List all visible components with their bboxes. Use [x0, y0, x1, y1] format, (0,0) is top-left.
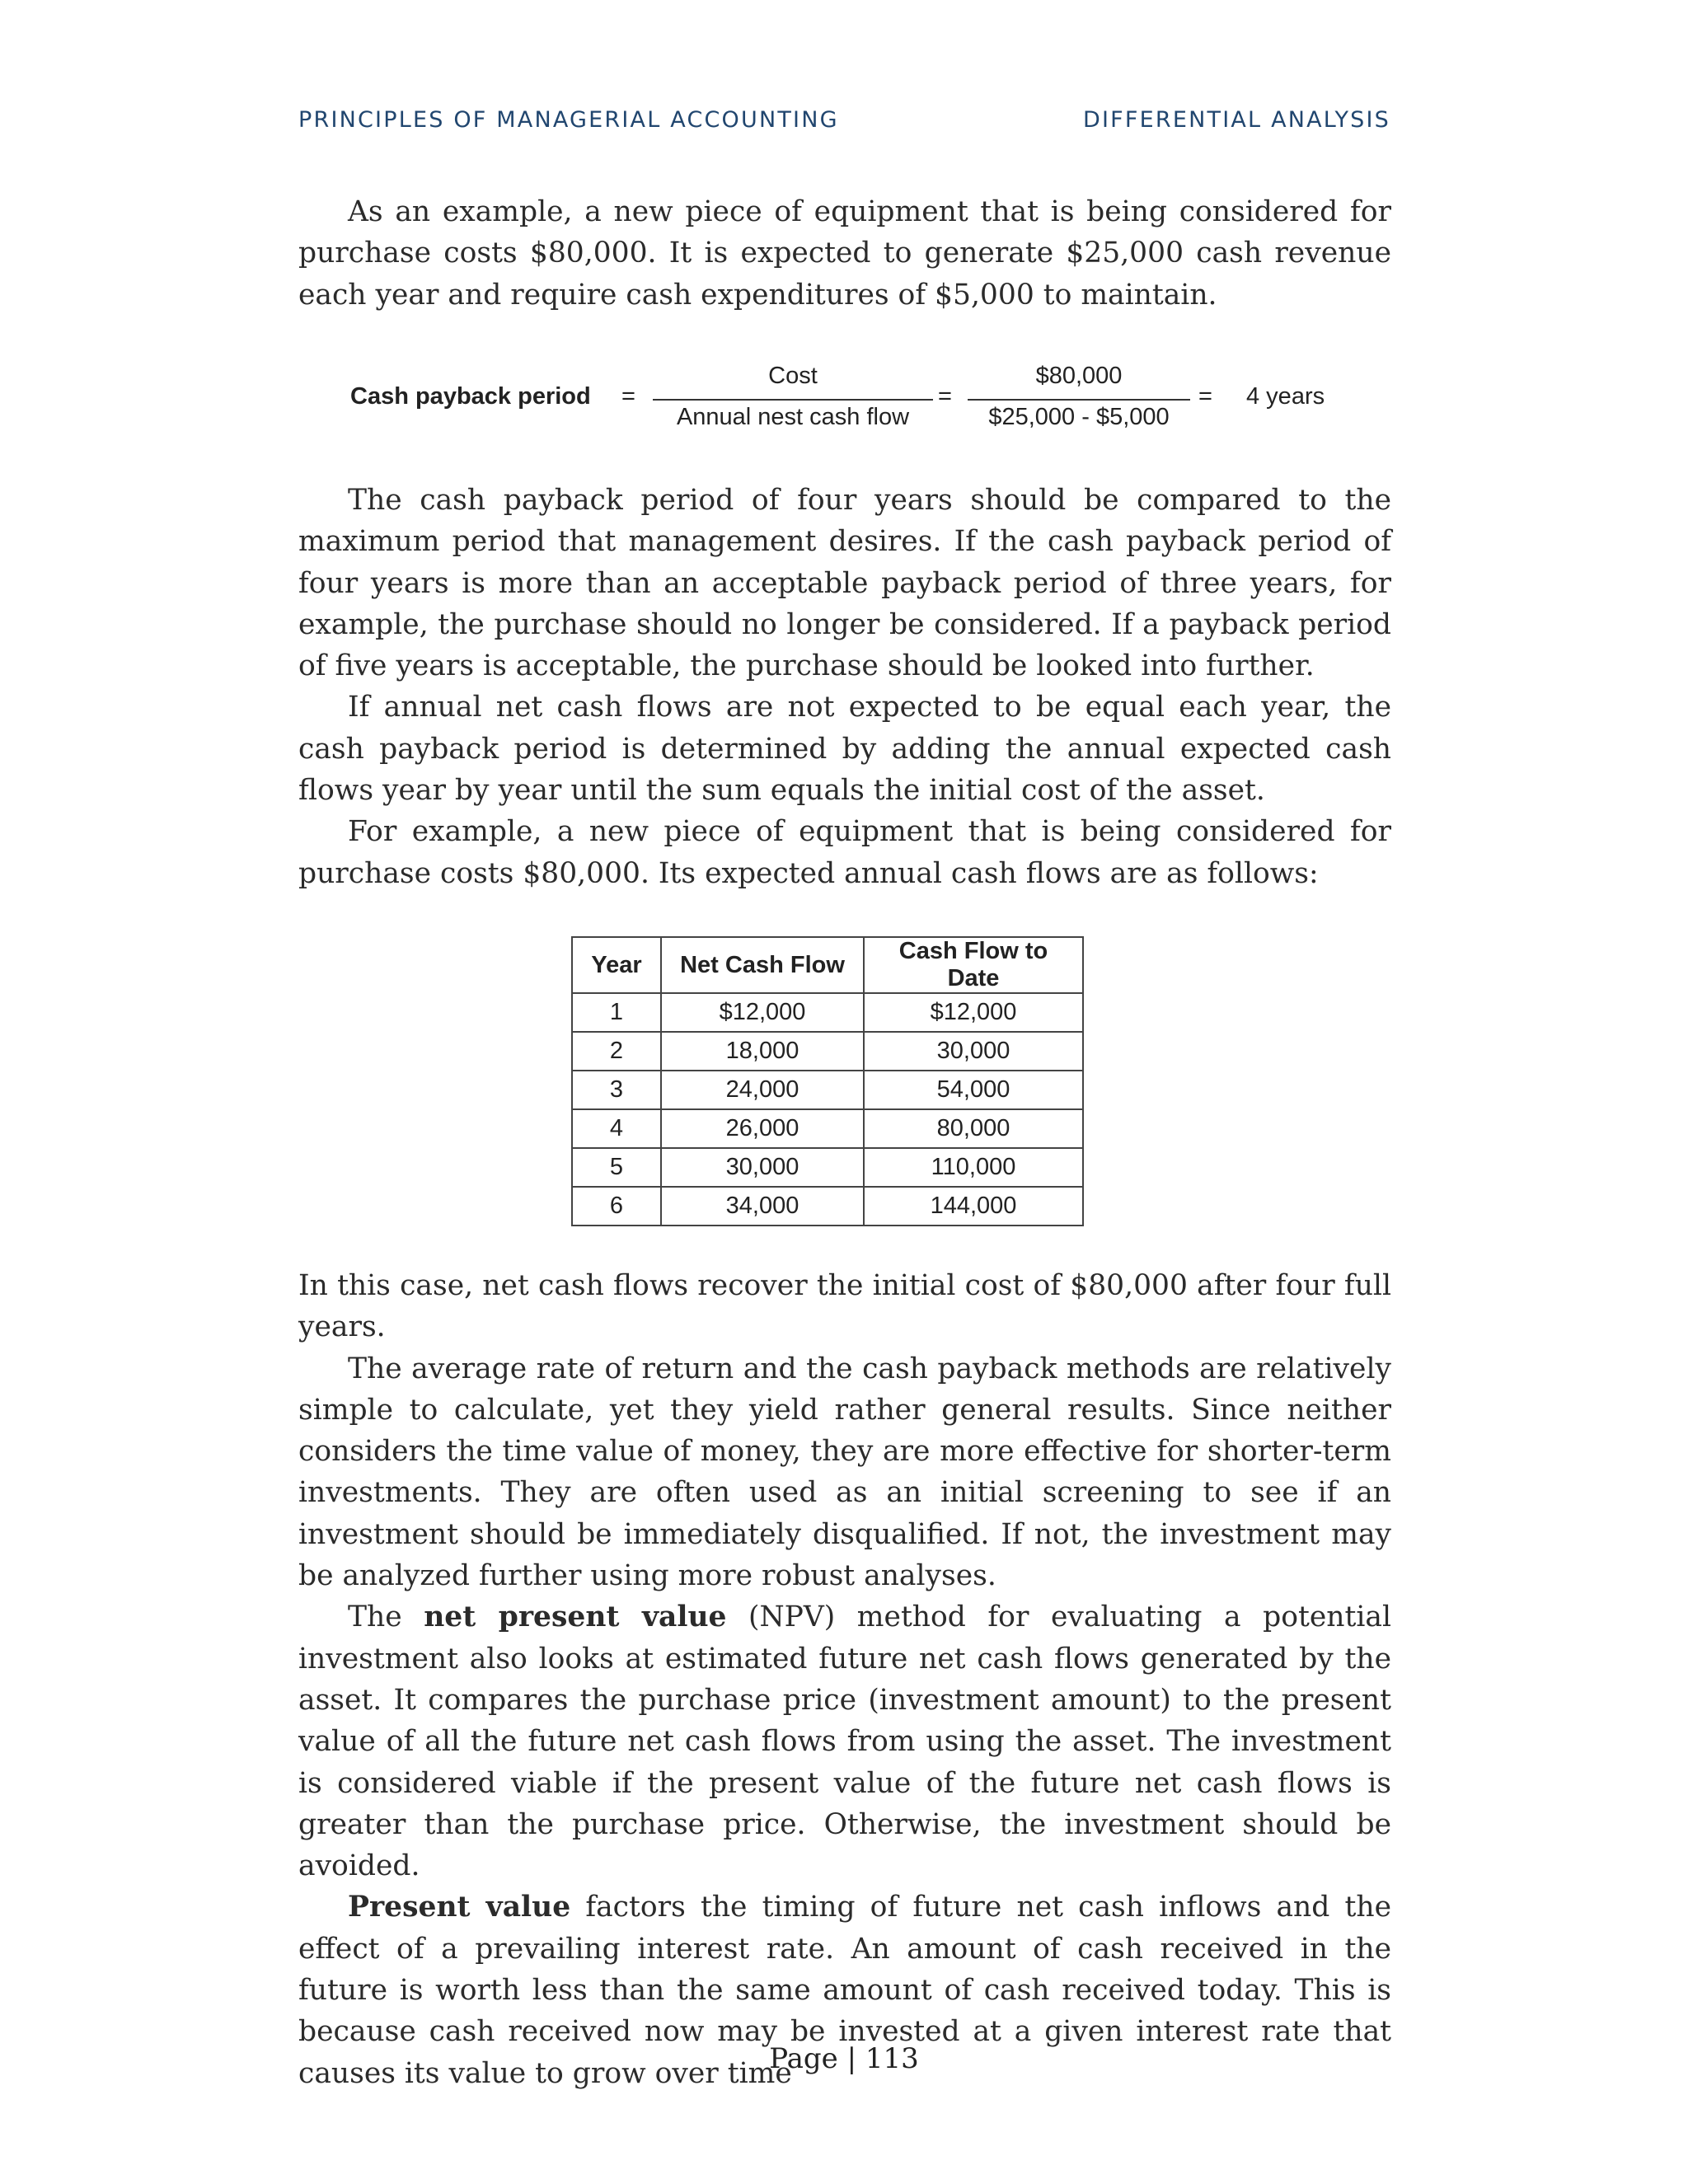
- running-head-left: PRINCIPLES OF MANAGERIAL ACCOUNTING: [298, 107, 839, 133]
- paragraph: [298, 1596, 1391, 1886]
- paragraph: The average rate of return and the cash payback methods are relatively simple to calculate, yet they yield rather general results. Since neither considers the time value of money, they are more effective for shorter-term investments. They are often used as an initial screening to see if an investment should be immediately disqualified. If not, the investment may be analyzed further using more robust analyses.: [298, 1352, 1391, 1593]
- column-header-year: Year: [572, 937, 661, 993]
- cell-year: 2: [572, 1032, 661, 1071]
- table-row: [572, 1071, 1083, 1109]
- npv-block: [298, 1265, 1391, 2094]
- formula-result: 4 years: [1246, 383, 1325, 410]
- term-present-value: Present value: [348, 1891, 571, 1924]
- formula-denominator-1: Annual nest cash flow: [676, 404, 910, 430]
- explanation-block: [298, 480, 1391, 894]
- cell-year: 4: [572, 1109, 661, 1148]
- cell-net-cash-flow: 24,000: [661, 1071, 864, 1109]
- cell-cash-flow-to-date: 144,000: [864, 1187, 1083, 1226]
- cash-flow-table: [571, 936, 1084, 1226]
- formula-equals-3: =: [1198, 383, 1212, 410]
- paragraph: As an example, a new piece of equipment that is being considered for purchase costs $80,000. It is expected to generate $25,000 cash revenue each year and require cash expenditures of $5,000 to maintain.: [298, 195, 1391, 312]
- paragraph: The cash payback period of four years should be compared to the maximum period that management desires. If the cash payback period of four years is more than an acceptable payback period of three years, for example, the purchase should no longer be considered. If a payback period of five years is acceptable, the purchase should be looked into further.: [298, 484, 1391, 683]
- cell-year: 6: [572, 1187, 661, 1226]
- paragraph: If annual net cash flows are not expected to be equal each year, the cash payback period is determined by adding the annual expected cash flows year by year until the sum equals the initial cost of the asset.: [298, 691, 1391, 808]
- running-head-right: DIFFERENTIAL ANALYSIS: [1083, 107, 1390, 133]
- formula-equals-2: =: [938, 383, 952, 410]
- table-row: [572, 993, 1083, 1032]
- cell-year: 3: [572, 1071, 661, 1109]
- paragraph: For example, a new piece of equipment that is being considered for purchase costs $80,000. Its expected annual cash flows are as follows:: [298, 815, 1391, 890]
- cell-cash-flow-to-date: $12,000: [864, 993, 1083, 1032]
- page-number: Page | 113: [769, 2042, 919, 2075]
- intro-block: [298, 191, 1391, 316]
- table-row: [572, 1032, 1083, 1071]
- column-header-cash-flow-to-date: Cash Flow to Date: [864, 937, 1083, 993]
- paragraph: In this case, net cash flows recover the initial cost of $80,000 after four full years.: [298, 1269, 1391, 1344]
- table-header-row: [572, 937, 1083, 993]
- cell-cash-flow-to-date: 30,000: [864, 1032, 1083, 1071]
- cell-cash-flow-to-date: 110,000: [864, 1148, 1083, 1187]
- formula-denominator-2: $25,000 - $5,000: [988, 404, 1170, 430]
- text-run: The: [348, 1601, 424, 1634]
- cell-cash-flow-to-date: 80,000: [864, 1109, 1083, 1148]
- cell-net-cash-flow: $12,000: [661, 993, 864, 1032]
- cell-cash-flow-to-date: 54,000: [864, 1071, 1083, 1109]
- formula-numerator-1: Cost: [768, 363, 818, 389]
- cell-net-cash-flow: 18,000: [661, 1032, 864, 1071]
- cell-net-cash-flow: 30,000: [661, 1148, 864, 1187]
- formula-label: Cash payback period: [350, 383, 591, 410]
- formula-numerator-2: $80,000: [1035, 363, 1123, 389]
- table-row: [572, 1109, 1083, 1148]
- cell-year: 1: [572, 993, 661, 1032]
- text-run: factors the timing of future net cash inflows and the effect of a prevailing interest rate. An amount of cash received in the future is worth less than the same amount of cash received today. This is because cash received now may be invested at a given interest rate that causes its value to grow over time: [298, 1891, 1391, 2090]
- column-header-net-cash-flow: Net Cash Flow: [661, 937, 864, 993]
- fraction-bar-1: [653, 399, 933, 401]
- term-net-present-value: net present value: [424, 1601, 727, 1634]
- fraction-bar-2: [968, 399, 1190, 401]
- table-row: [572, 1187, 1083, 1226]
- page-margin: [0, 0, 297, 2184]
- table-row: [572, 1148, 1083, 1187]
- cell-net-cash-flow: 34,000: [661, 1187, 864, 1226]
- cell-year: 5: [572, 1148, 661, 1187]
- text-run: (NPV) method for evaluating a potential investment also looks at estimated future net cash flows generated by the asset. It compares the purchase price (investment amount) to the present value of all the future net cash flows from using the asset. The investment is considered viable if the present value of the future net cash flows is greater than the purchase price. Otherwise, the investment should be avoided.: [298, 1601, 1391, 1883]
- payback-formula: [298, 356, 1391, 447]
- cell-net-cash-flow: 26,000: [661, 1109, 864, 1148]
- formula-equals-1: =: [621, 383, 635, 410]
